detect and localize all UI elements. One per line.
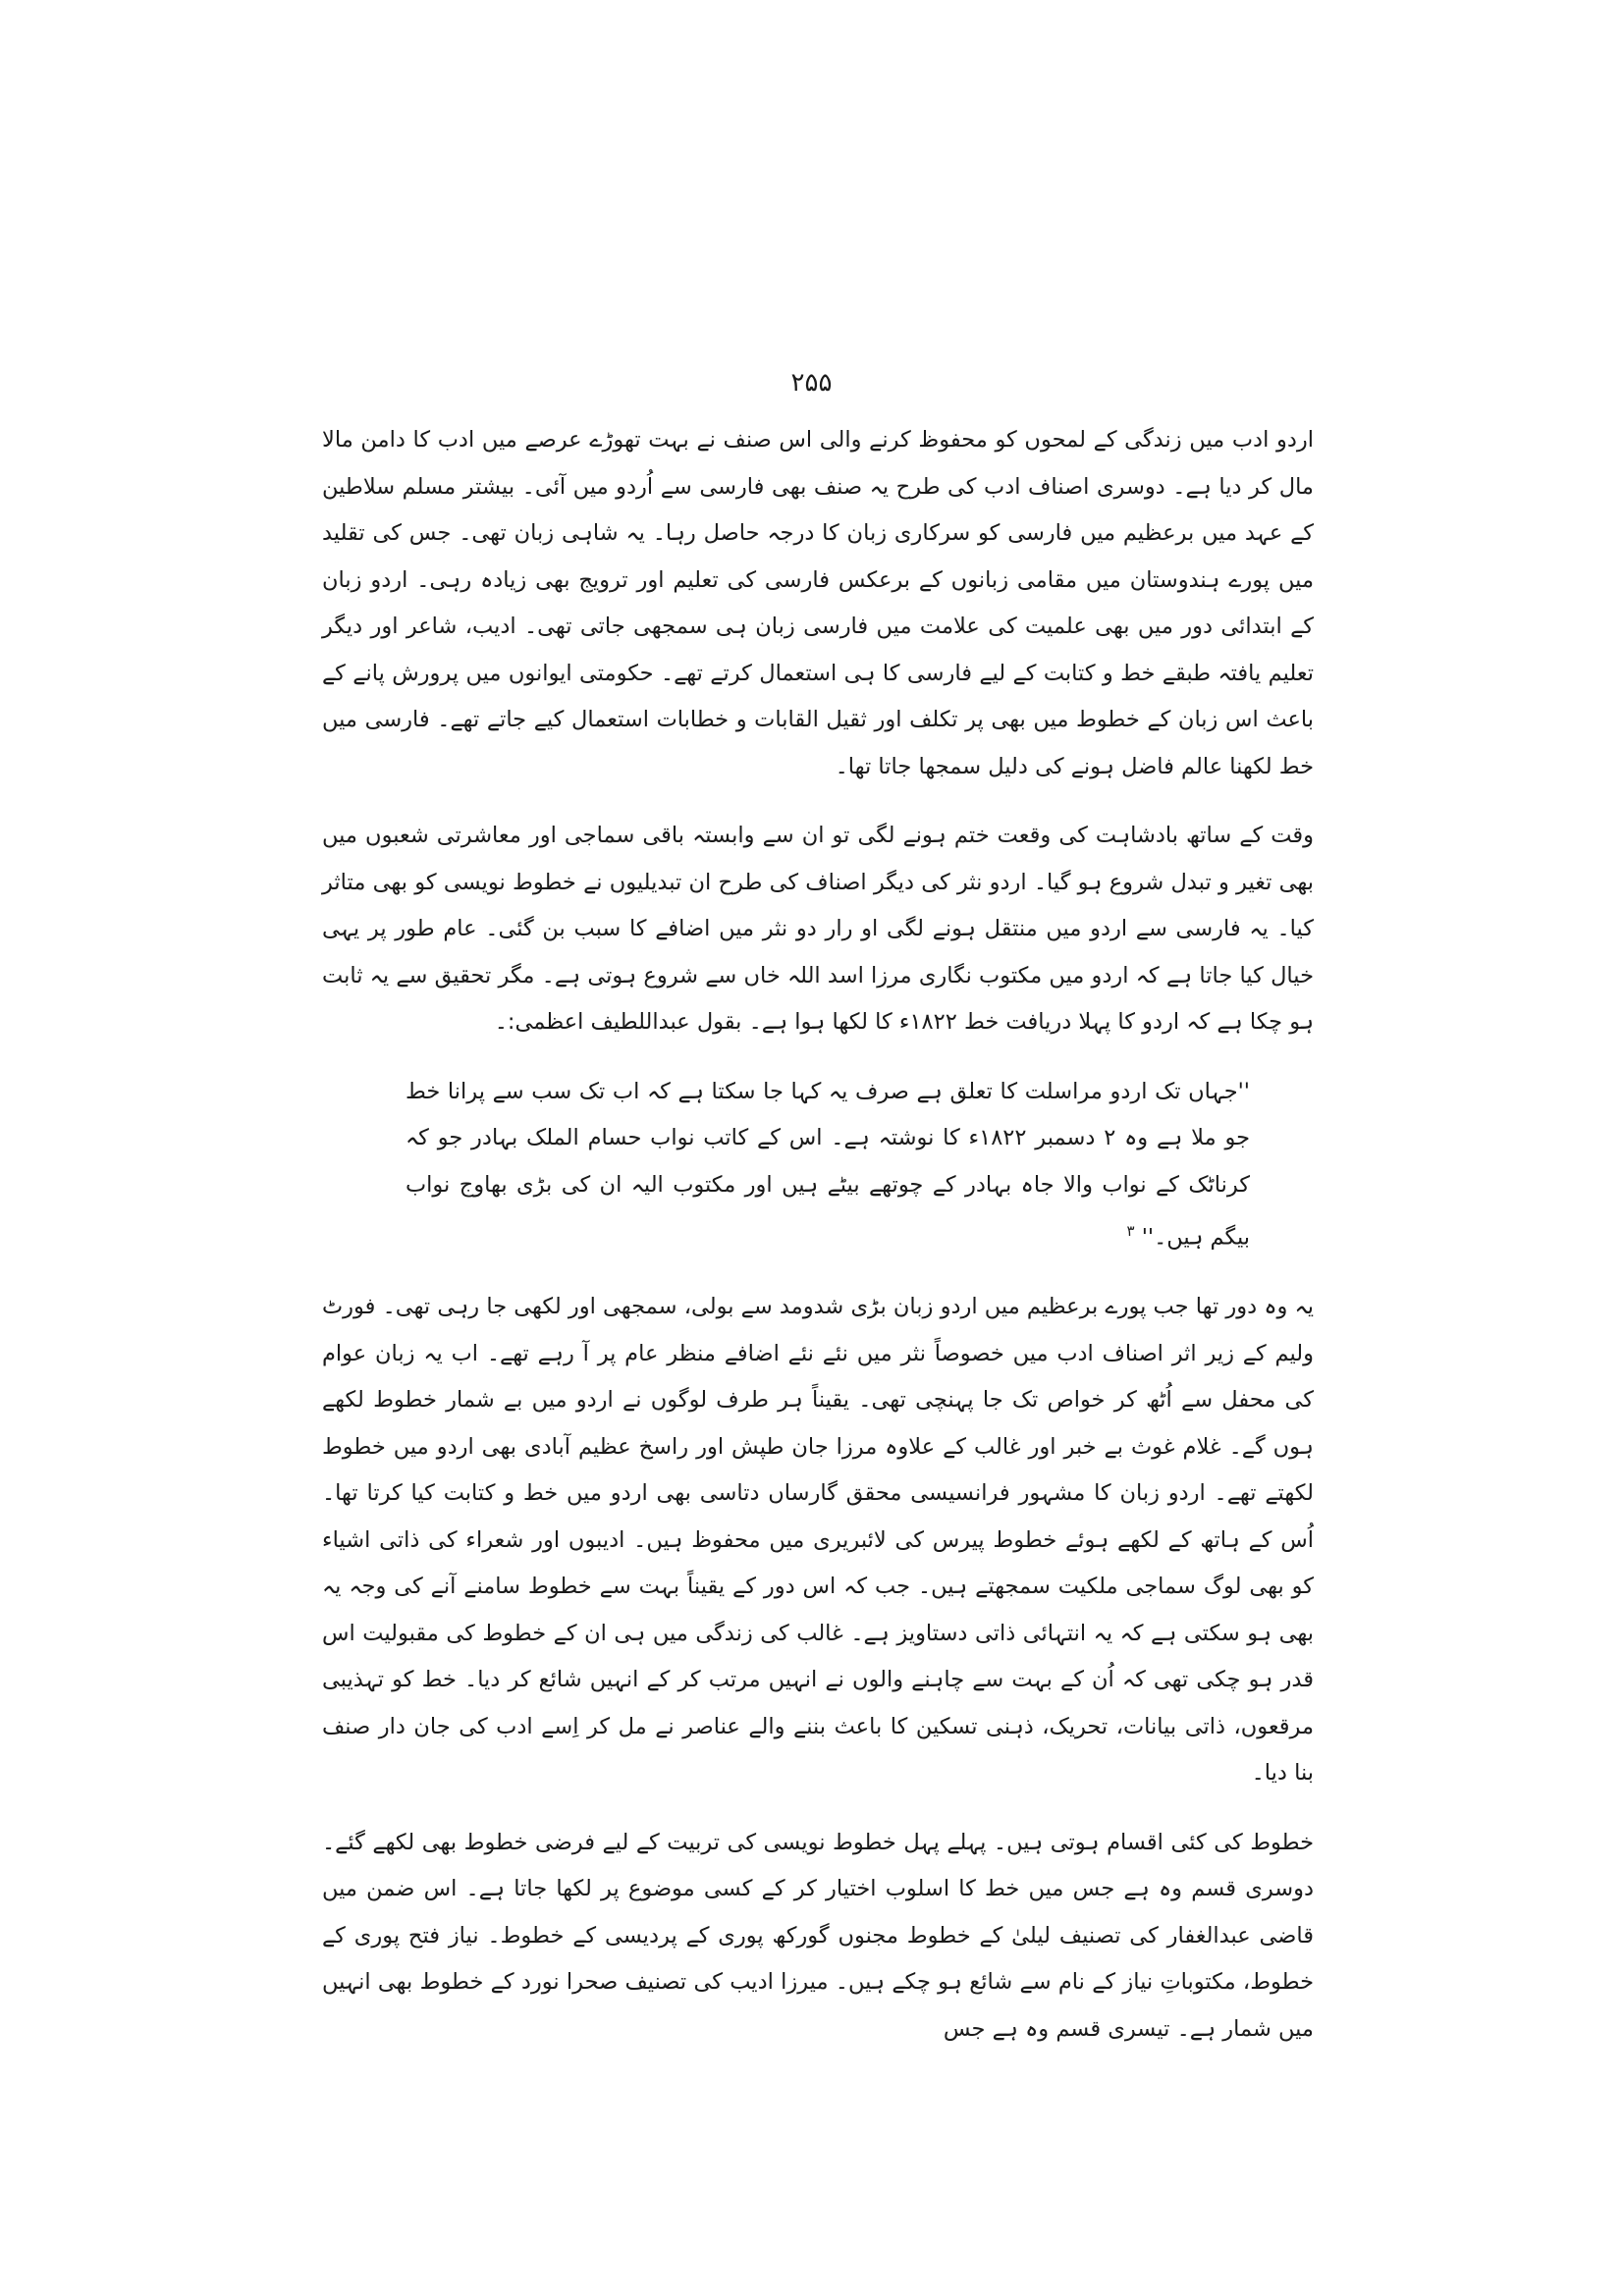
paragraph-1: اردو ادب میں زندگی کے لمحوں کو محفوظ کرنے والی اس صنف نے بہت تھوڑے عرصے میں ادب کا دامن مالا مال کر دیا ہے۔ دوسری اصناف ادب کی طرح یہ صنف بھی فارسی سے اُردو میں آئی۔ بیشتر مسلم سلاطین کے عہد میں برعظیم میں فارسی کو سرکاری زبان کا درجہ حاصل رہا۔ یہ شاہی زبان تھی۔ جس کی تقلید میں پورے ہندوستان میں مقامی زبانوں کے برعکس فارسی کی تعلیم اور ترویج بھی زیادہ رہی۔ اردو زبان کے ابتدائی دور میں بھی علمیت کی علامت میں فارسی زبان ہی سمجھی جاتی تھی۔ ادیب، شاعر اور دیگر تعلیم یافتہ طبقے خط و کتابت کے لیے فارسی کا ہی استعمال کرتے تھے۔ حکومتی ایوانوں میں پرورش پانے کے باعث اس زبان کے خطوط میں بھی پر تکلف اور ثقیل القابات و خطابات استعمال کیے جاتے تھے۔ فارسی میں خط لکھنا عالم فاضل ہونے کی دلیل سمجھا جاتا تھا۔	[322, 427, 1314, 779]
block-quote	[406, 1069, 1250, 1262]
page-number: ۲۵۵	[790, 368, 833, 398]
quote-text: ''جہاں تک اردو مراسلت کا تعلق ہے صرف یہ کہا جا سکتا ہے کہ اب تک سب سے پرانا خط جو ملا ہے وہ ۲ دسمبر ۱۸۲۲ء کا نوشتہ ہے۔ اس کے کاتب نواب حسام الملک بہادر جو کہ کرناٹک کے نواب والا جاہ بہادر کے چوتھے بیٹے ہیں اور مکتوب الیہ ان کی بڑی بھاوج نواب بیگم ہیں۔''	[406, 1078, 1250, 1251]
paragraph-3: یہ وہ دور تھا جب پورے برعظیم میں اردو زبان بڑی شدومد سے بولی، سمجھی اور لکھی جا رہی تھی۔ فورٹ ولیم کے زیر اثر اصناف ادب میں خصوصاً نثر میں نئے نئے اضافے منظر عام پر آ رہے تھے۔ اب یہ زبان عوام کی محفل سے اُٹھ کر خواص تک جا پہنچی تھی۔ یقیناً ہر طرف لوگوں نے اردو میں بے شمار خطوط لکھے ہوں گے۔ غلام غوث بے خبر اور غالب کے علاوہ مرزا جان طپش اور راسخ عظیم آبادی بھی اردو میں خطوط لکھتے تھے۔ اردو زبان کا مشہور فرانسیسی محقق گارساں دتاسی بھی اردو میں خط و کتابت کیا کرتا تھا۔ اُس کے ہاتھ کے لکھے ہوئے خطوط پیرس کی لائبریری میں محفوظ ہیں۔ ادیبوں اور شعراء کی ذاتی اشیاء کو بھی لوگ سماجی ملکیت سمجھتے ہیں۔ جب کہ اس دور کے یقیناً بہت سے خطوط سامنے آنے کی وجہ یہ بھی ہو سکتی ہے کہ یہ انتہائی ذاتی دستاویز ہے۔ غالب کی زندگی میں ہی ان کے خطوط کی مقبولیت اس قدر ہو چکی تھی کہ اُن کے بہت سے چاہنے والوں نے انہیں مرتب کر کے انہیں شائع کر دیا۔ خط کو تہذیبی مرقعوں، ذاتی بیانات، تحریک، ذہنی تسکین کا باعث بننے والے عناصر نے مل کر اِسے ادب کی جان دار صنف بنا دیا۔	[322, 1294, 1314, 1786]
paragraph-4: خطوط کی کئی اقسام ہوتی ہیں۔ پہلے پہل خطوط نویسی کی تربیت کے لیے فرضی خطوط بھی لکھے گئے۔ دوسری قسم وہ ہے جس میں خط کا اسلوب اختیار کر کے کسی موضوع پر لکھا جاتا ہے۔ اس ضمن میں قاضی عبدالغفار کی تصنیف لیلیٰ کے خطوط مجنوں گورکھ پوری کے پردیسی کے خطوط۔ نیاز فتح پوری کے خطوط، مکتوباتِ نیاز کے نام سے شائع ہو چکے ہیں۔ میرزا ادیب کی تصنیف صحرا نورد کے خطوط بھی انہیں میں شمار ہے۔ تیسری قسم وہ ہے جس	[322, 1829, 1314, 2042]
footnote-reference: ۳	[1126, 1222, 1135, 1240]
paragraph-2: وقت کے ساتھ بادشاہت کی وقعت ختم ہونے لگی تو ان سے وابستہ باقی سماجی اور معاشرتی شعبوں میں بھی تغیر و تبدل شروع ہو گیا۔ اردو نثر کی دیگر اصناف کی طرح ان تبدیلیوں نے خطوط نویسی کو بھی متاثر کیا۔ یہ فارسی سے اردو میں منتقل ہونے لگی او رار دو نثر میں اضافے کا سبب بن گئی۔ عام طور پر یہی خیال کیا جاتا ہے کہ اردو میں مکتوب نگاری مرزا اسد اللہ خاں سے شروع ہوتی ہے۔ مگر تحقیق سے یہ ثابت ہو چکا ہے کہ اردو کا پہلا دریافت خط ۱۸۲۲ء کا لکھا ہوا ہے۔ بقول عبداللطیف اعظمی:۔	[322, 823, 1314, 1035]
page-body	[322, 417, 1314, 2075]
